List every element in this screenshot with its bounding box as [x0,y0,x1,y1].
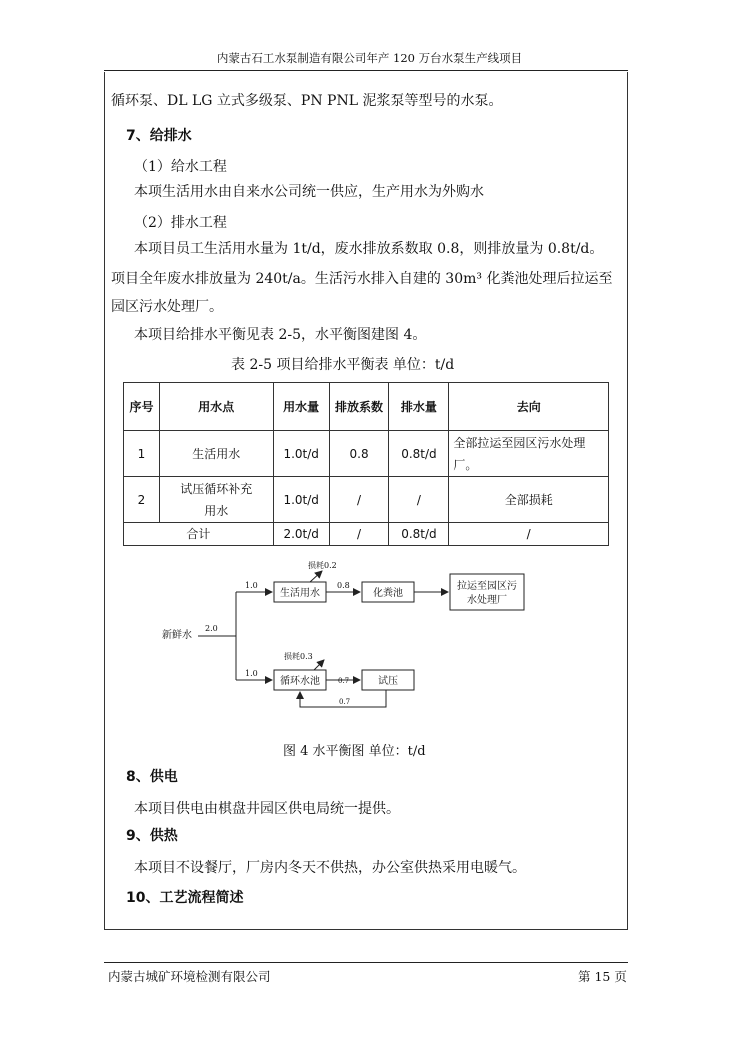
power-supply-text: 本项目供电由棋盘井园区供电局统一提供。 [134,801,400,817]
table-cell: 0.8t/d [389,431,449,477]
arrow-loss-pool [314,660,324,670]
label-source-flow: 2.0 [205,624,218,633]
footer-page-number: 第 15 页 [578,969,627,984]
label-plant-line-1: 拉运至园区污 [457,581,517,592]
label-pool: 循环水池 [280,676,320,687]
table-cell: 1.0t/d [273,477,329,523]
section-7-heading: 7、给排水 [126,128,192,144]
table-cell: 试压循环补充用水 [159,477,273,523]
table-cell: 2 [124,477,160,523]
section-10-heading: 10、工艺流程简述 [126,890,244,906]
label-loss-pool: 损耗0.3 [284,652,313,661]
label-bottom-flow: 1.0 [245,669,258,678]
label-flow-septic: 0.8 [337,581,350,590]
table-cell: / [449,523,609,546]
header-drainage: 排水量 [389,383,449,431]
label-septic: 化粪池 [373,588,403,599]
table-cell: 全部损耗 [449,477,609,523]
table-cell: 0.8 [329,431,389,477]
drainage-text-line-3: 园区污水处理厂。 [111,299,223,315]
page-header-title: 内蒙古石工水泵制造有限公司年产 120 万台水泵生产线项目 [216,51,523,65]
label-flow-return: 0.7 [339,698,351,706]
continued-line: 循环泵、DL LG 立式多级泵、PN PNL 泥浆泵等型号的水泵。 [111,93,503,109]
table-cell: 1.0t/d [273,431,329,477]
heating-text: 本项目不设餐厅，厂房内冬天不供热，办公室供热采用电暖气。 [134,860,526,876]
section-9-heading: 9、供热 [126,828,178,844]
table-cell: / [329,523,389,546]
header-water-use: 用水量 [273,383,329,431]
table-caption: 表 2-5 项目给排水平衡表 单位：t/d [231,357,455,373]
label-domestic: 生活用水 [280,588,320,599]
footer-company: 内蒙古城矿环境检测有限公司 [108,969,271,984]
label-loss-domestic: 损耗0.2 [308,561,337,570]
table-cell: 1 [124,431,160,477]
balance-reference-text: 本项目给排水平衡见表 2-5，水平衡图建图 4。 [134,327,427,343]
table-cell: 生活用水 [159,431,273,477]
table-cell: / [329,477,389,523]
label-flow-test: 0.7 [338,677,350,685]
arrow-loss-domestic [310,571,322,582]
subsection-water-supply: （1）给水工程 [134,159,227,175]
drainage-text-line-2: 项目全年废水排放量为 240t/a。生活污水排入自建的 30m³ 化粪池处理后拉运至 [111,271,613,287]
header-destination: 去向 [449,383,609,431]
subsection-drainage: （2）排水工程 [134,215,227,231]
label-test: 试压 [378,676,398,687]
label-source: 新鲜水 [162,630,192,641]
section-8-heading: 8、供电 [126,769,178,785]
table-cell: 合计 [124,523,274,546]
header-use-point: 用水点 [159,383,273,431]
header-discharge-coefficient: 排放系数 [329,383,389,431]
table-cell: 0.8t/d [389,523,449,546]
label-plant-line-2: 水处理厂 [467,595,507,606]
table-cell: / [389,477,449,523]
table-cell: 2.0t/d [273,523,329,546]
header-seq: 序号 [124,383,160,431]
drainage-text-line-1: 本项目员工生活用水量为 1t/d，废水排放系数取 0.8，则排放量为 0.8t/d。 [134,241,604,257]
figure-caption: 图 4 水平衡图 单位：t/d [283,744,426,759]
water-supply-text: 本项生活用水由自来水公司统一供应，生产用水为外购水 [134,184,484,200]
table-cell: 全部拉运至园区污水处理厂。 [449,431,609,477]
footer-rule [104,962,628,963]
label-top-flow: 1.0 [245,581,258,590]
